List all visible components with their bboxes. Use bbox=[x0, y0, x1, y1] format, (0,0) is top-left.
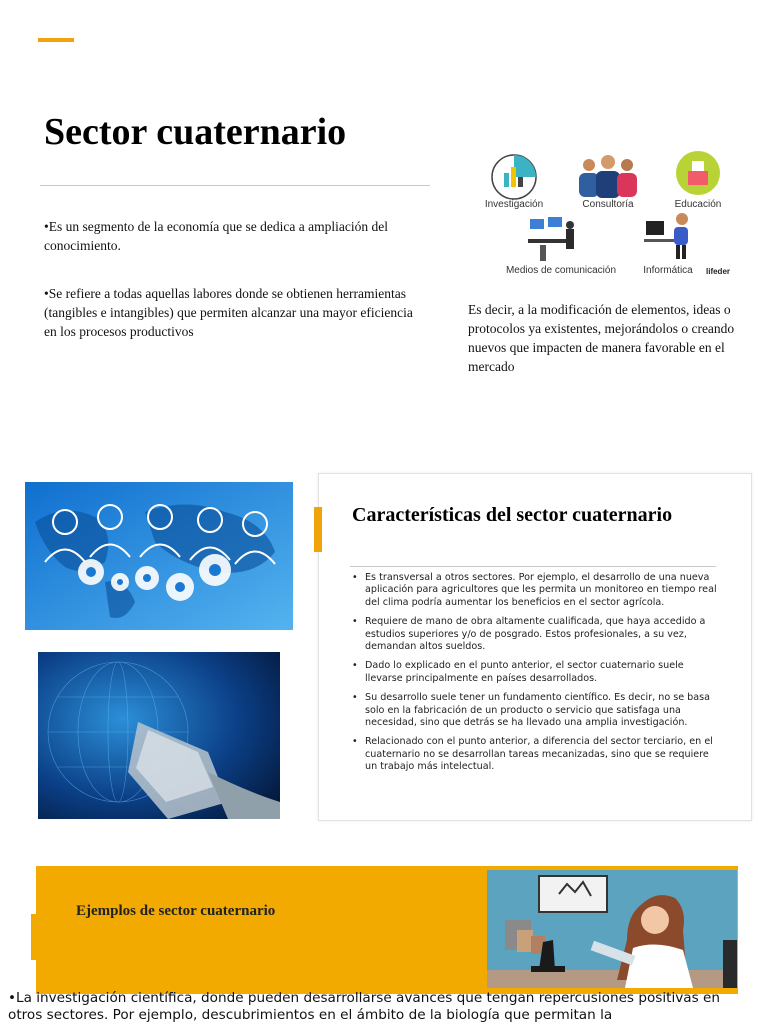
examples-accent-bar bbox=[31, 914, 39, 960]
modification-paragraph: Es decir, a la modificación de elementos, ideas o protocolos ya existentes, mejorándolos o creando nuevos que impacten de manera favorable en el mercado bbox=[468, 302, 735, 374]
scientist-image bbox=[487, 870, 737, 988]
infographic-label-consultoria: Consultoría bbox=[582, 199, 634, 210]
network-cable-image bbox=[38, 652, 280, 819]
consulting-icon bbox=[575, 153, 641, 199]
page-title: Sector cuaternario bbox=[44, 111, 347, 153]
examples-text: •La investigación científica, donde pueden desarrollarse avances que tengan repercusiones positivas en otros sectores. Por ejemplo, descubrimientos en el ámbito de la biología que permitan la bbox=[8, 990, 720, 1023]
characteristics-divider bbox=[350, 566, 716, 567]
infographic-label-educacion: Educación bbox=[674, 199, 722, 210]
definition-paragraph: •Es un segmento de la economía que se dedica a ampliación del conocimiento. bbox=[44, 219, 388, 253]
computer-science-icon bbox=[644, 211, 696, 263]
characteristics-title: Características del sector cuaternario bbox=[352, 504, 673, 526]
infographic-label-medios: Medios de comunicación bbox=[505, 265, 617, 276]
sector-infographic bbox=[478, 145, 746, 285]
title-accent-bar bbox=[38, 38, 74, 42]
infographic-label-investigacion: Investigación bbox=[484, 199, 544, 210]
title-divider bbox=[40, 185, 430, 186]
characteristic-item: • Es transversal a otros sectores. Por ejemplo, el desarrollo de una nueva aplicación para agricultores que les permita un monitoreo en tiempo real del clima podría aumentar los beneficios en el sector agrícola. bbox=[350, 572, 722, 609]
investigation-icon bbox=[488, 149, 544, 201]
media-icon bbox=[526, 215, 580, 263]
examples-title: Ejemplos de sector cuaternario bbox=[76, 903, 276, 919]
education-icon bbox=[674, 149, 722, 197]
description-paragraph: •Se refiere a todas aquellas labores donde se obtienen herramientas (tangibles e intangibles) que permiten alcanzar una mayor eficiencia en los procesos productivos bbox=[44, 286, 413, 339]
world-network-image bbox=[25, 482, 293, 630]
characteristics-list bbox=[350, 572, 722, 781]
lifeder-logo: lifeder bbox=[706, 267, 731, 276]
characteristics-accent-bar bbox=[314, 507, 322, 552]
characteristic-item: • Relacionado con el punto anterior, a diferencia del sector terciario, en el cuaternario no se desarrollan tareas mecanizadas, sino que se requiere un trabajo más intelectual. bbox=[350, 736, 722, 773]
characteristic-item: • Requiere de mano de obra altamente cualificada, que haya accedido a estudios superiores y/o de posgrado. Estos profesionales, a su vez, demandan altos sueldos. bbox=[350, 616, 722, 653]
characteristic-item: • Su desarrollo suele tener un fundamento científico. Es decir, no se basa solo en la fabricación de un producto o servicio que satisfaga una necesidad, sino que detrás se ha llevado una amplia investigación. bbox=[350, 692, 722, 729]
characteristic-item: • Dado lo explicado en el punto anterior, el sector cuaternario suele llevarse principalmente en países desarrollados. bbox=[350, 660, 722, 685]
infographic-label-informatica: Informática bbox=[643, 265, 693, 276]
